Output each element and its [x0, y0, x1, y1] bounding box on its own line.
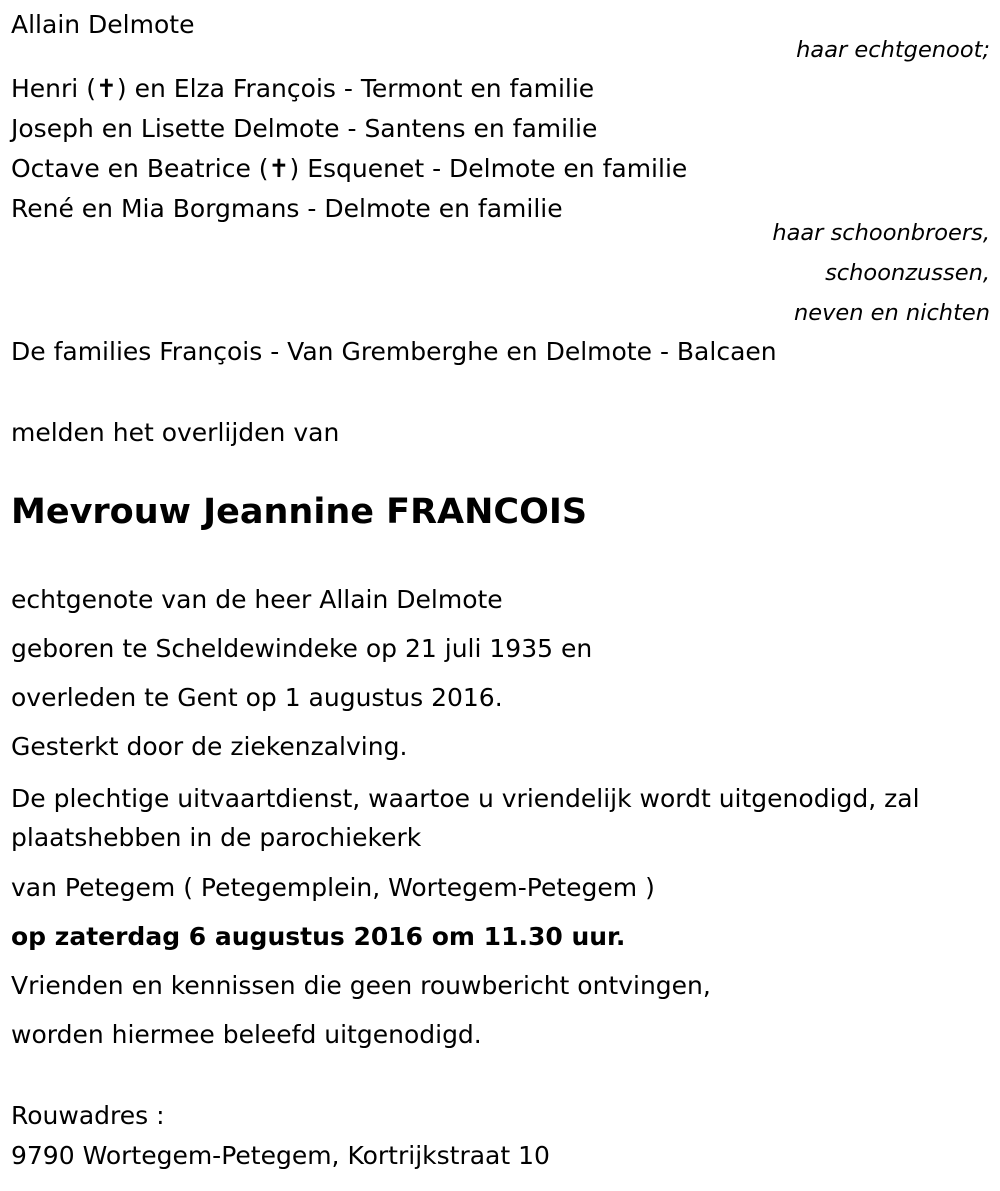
deceased-name: Mevrouw Jeannine FRANCOIS [11, 492, 588, 532]
relatives-role: schoonzussen, [825, 260, 990, 286]
born-line: geboren te Scheldewindeke op 21 juli 1935 en [11, 634, 593, 663]
service-line: plaatshebben in de parochiekerk [11, 823, 422, 852]
sacrament-line: Gesterkt door de ziekenzalving. [11, 732, 408, 761]
service-line: De plechtige uitvaartdienst, waartoe u vriendelijk wordt uitgenodigd, zal [11, 784, 920, 813]
invite-line: worden hiermee beleefd uitgenodigd. [11, 1020, 482, 1049]
spouse-name: Allain Delmote [11, 10, 195, 39]
relative-line: Henri (✝) en Elza François - Termont en familie [11, 74, 595, 103]
address-value: 9790 Wortegem-Petegem, Kortrijkstraat 10 [11, 1141, 550, 1170]
died-line: overleden te Gent op 1 augustus 2016. [11, 683, 503, 712]
relative-line: René en Mia Borgmans - Delmote en familie [11, 194, 563, 223]
date-time-line: op zaterdag 6 augustus 2016 om 11.30 uur. [11, 922, 626, 951]
relatives-role: haar schoonbroers, [772, 220, 990, 246]
relative-line: Octave en Beatrice (✝) Esquenet - Delmote en familie [11, 154, 688, 183]
spouse-role: haar echtgenoot; [796, 37, 990, 63]
families-line: De families François - Van Gremberghe en Delmote - Balcaen [11, 337, 777, 366]
spouse-of-line: echtgenote van de heer Allain Delmote [11, 585, 503, 614]
relative-line: Joseph en Lisette Delmote - Santens en familie [11, 114, 598, 143]
announce-line: melden het overlijden van [11, 418, 340, 447]
church-line: van Petegem ( Petegemplein, Wortegem-Petegem ) [11, 873, 655, 902]
invite-line: Vrienden en kennissen die geen rouwbericht ontvingen, [11, 971, 711, 1000]
relatives-role: neven en nichten [794, 300, 990, 326]
address-label: Rouwadres : [11, 1101, 165, 1130]
